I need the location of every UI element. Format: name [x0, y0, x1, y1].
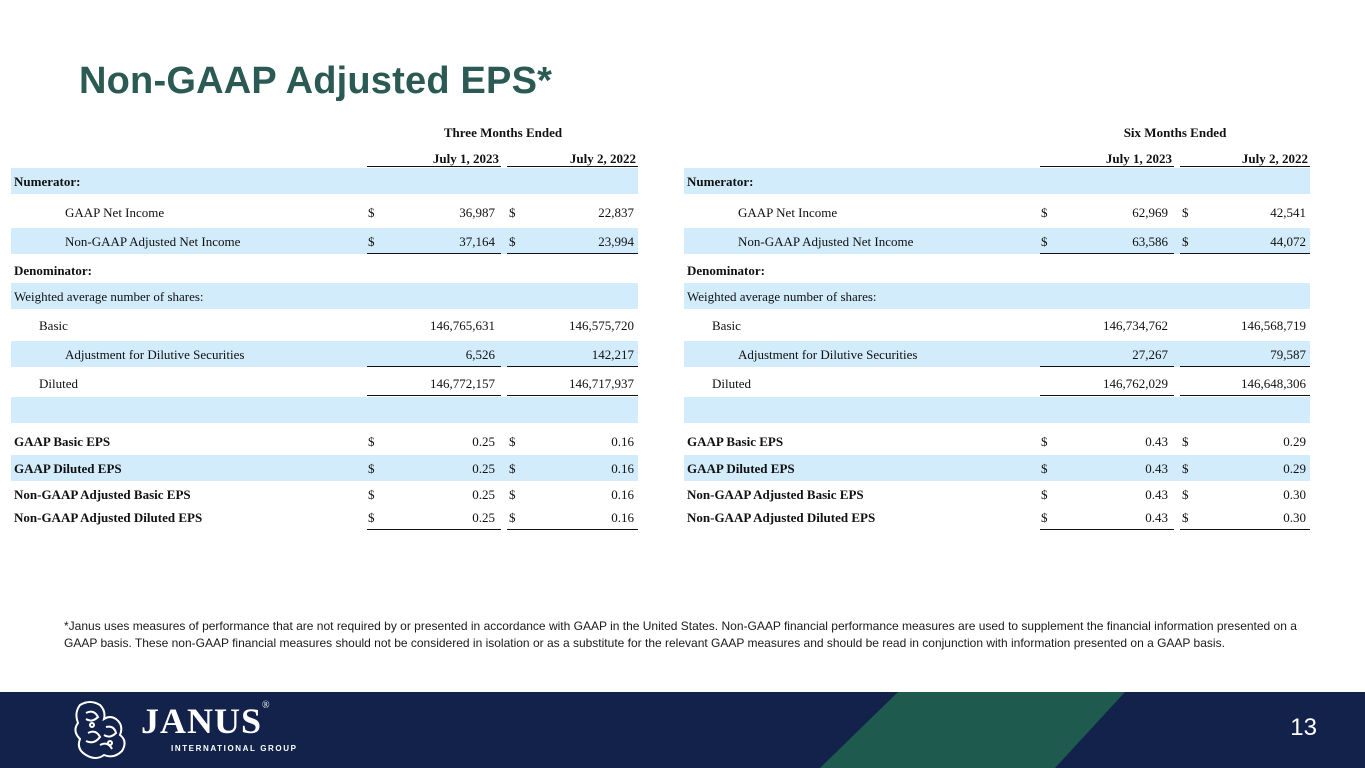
currency-symbol: $	[1182, 205, 1189, 220]
table-row	[684, 168, 1310, 194]
currency-symbol: $	[509, 487, 516, 502]
value-cell: 0.25	[472, 487, 495, 502]
table-row	[684, 341, 1310, 367]
row-label: GAAP Basic EPS	[687, 434, 784, 449]
period-header: Six Months Ended	[1123, 125, 1227, 140]
row-label: Denominator:	[687, 263, 765, 278]
table-row	[11, 455, 638, 481]
value-cell: 63,586	[1132, 234, 1168, 249]
value-cell: 23,994	[598, 234, 634, 249]
value-cell: 0.30	[1283, 510, 1306, 525]
total-underline	[367, 366, 501, 367]
row-label: Basic	[39, 318, 68, 333]
currency-symbol: $	[1041, 510, 1048, 525]
currency-symbol: $	[509, 510, 516, 525]
currency-symbol: $	[1041, 234, 1048, 249]
currency-symbol: $	[1182, 510, 1189, 525]
value-cell: 42,541	[1270, 205, 1306, 220]
currency-symbol: $	[368, 461, 375, 476]
table-row	[11, 168, 638, 194]
row-label: Diluted	[39, 376, 78, 391]
row-label: Non-GAAP Adjusted Net Income	[738, 234, 914, 249]
total-underline	[507, 395, 638, 396]
total-underline	[1040, 366, 1174, 367]
value-cell: 146,717,937	[569, 376, 634, 391]
row-label: Non-GAAP Adjusted Basic EPS	[687, 487, 864, 502]
table-row	[684, 257, 1310, 283]
value-cell: 142,217	[591, 347, 634, 362]
table-row	[11, 228, 638, 254]
currency-symbol: $	[368, 234, 375, 249]
value-cell: 0.43	[1145, 434, 1168, 449]
value-cell: 0.29	[1283, 461, 1306, 476]
currency-symbol: $	[368, 434, 375, 449]
row-label: GAAP Diluted EPS	[14, 461, 122, 476]
currency-symbol: $	[1041, 461, 1048, 476]
footer-bar	[0, 692, 1365, 768]
row-label: Weighted average number of shares:	[687, 289, 877, 304]
page-title: Non-GAAP Adjusted EPS*	[79, 60, 553, 102]
value-cell: 0.30	[1283, 487, 1306, 502]
row-label: Basic	[712, 318, 741, 333]
currency-symbol: $	[368, 510, 375, 525]
page-number: 13	[1290, 714, 1317, 741]
value-cell: 0.16	[611, 510, 634, 525]
column-header: July 1, 2023	[367, 151, 501, 167]
column-header: July 2, 2022	[1180, 151, 1310, 167]
value-cell: 0.25	[472, 510, 495, 525]
currency-symbol: $	[1041, 434, 1048, 449]
total-underline	[1180, 366, 1310, 367]
column-header: July 2, 2022	[507, 151, 638, 167]
total-underline	[367, 253, 501, 254]
footnote: *Janus uses measures of performance that are not required by or presented in accordance with GAAP in the United States. Non-GAAP financial performance measures are used to supplement the financial information presented on a GAAP basis. These non-GAAP financial measures should not be considered in isolation or as a substitute for the relevant GAAP measures and should be read in conjunction with information presented on a GAAP basis.	[64, 619, 1297, 650]
table-row	[11, 397, 638, 423]
table-row	[11, 312, 638, 338]
total-underline	[1180, 395, 1310, 396]
brand-name: JANUS	[141, 701, 263, 741]
brand-subtitle: INTERNATIONAL GROUP	[171, 744, 298, 753]
row-label: Non-GAAP Adjusted Net Income	[65, 234, 241, 249]
value-cell: 22,837	[598, 205, 634, 220]
table-row	[684, 510, 1310, 536]
row-label: GAAP Diluted EPS	[687, 461, 795, 476]
currency-symbol: $	[1182, 487, 1189, 502]
table-row	[11, 510, 638, 536]
table-row	[684, 370, 1310, 396]
value-cell: 146,734,762	[1103, 318, 1168, 333]
table-row	[684, 199, 1310, 225]
total-underline	[1040, 253, 1174, 254]
currency-symbol: $	[509, 205, 516, 220]
row-label: GAAP Net Income	[65, 205, 165, 220]
value-cell: 37,164	[459, 234, 495, 249]
value-cell: 146,765,631	[430, 318, 495, 333]
total-underline	[367, 395, 501, 396]
table-row	[684, 312, 1310, 338]
table-row	[684, 228, 1310, 254]
total-underline	[1180, 529, 1310, 530]
total-underline	[507, 366, 638, 367]
row-label: Adjustment for Dilutive Securities	[65, 347, 245, 362]
value-cell: 146,648,306	[1241, 376, 1306, 391]
value-cell: 146,568,719	[1241, 318, 1306, 333]
currency-symbol: $	[509, 234, 516, 249]
total-underline	[1040, 395, 1174, 396]
currency-symbol: $	[509, 461, 516, 476]
table-row	[684, 455, 1310, 481]
row-label: Non-GAAP Adjusted Diluted EPS	[687, 510, 876, 525]
row-label: Non-GAAP Adjusted Diluted EPS	[14, 510, 203, 525]
total-underline	[1180, 253, 1310, 254]
table-row	[684, 283, 1310, 309]
value-cell: 0.25	[472, 434, 495, 449]
row-label: Numerator:	[14, 174, 81, 189]
currency-symbol: $	[509, 434, 516, 449]
value-cell: 146,575,720	[569, 318, 634, 333]
value-cell: 0.29	[1283, 434, 1306, 449]
total-underline	[507, 253, 638, 254]
currency-symbol: $	[1041, 487, 1048, 502]
row-label: Adjustment for Dilutive Securities	[738, 347, 918, 362]
total-underline	[1040, 529, 1174, 530]
table-row	[11, 257, 638, 283]
row-label: Denominator:	[14, 263, 92, 278]
total-underline	[367, 529, 501, 530]
table-row	[11, 199, 638, 225]
currency-symbol: $	[1182, 234, 1189, 249]
value-cell: 0.16	[611, 434, 634, 449]
value-cell: 44,072	[1270, 234, 1306, 249]
row-label: Diluted	[712, 376, 751, 391]
value-cell: 0.43	[1145, 461, 1168, 476]
value-cell: 27,267	[1132, 347, 1168, 362]
row-label: Numerator:	[687, 174, 754, 189]
currency-symbol: $	[1041, 205, 1048, 220]
table-row	[11, 283, 638, 309]
value-cell: 146,762,029	[1103, 376, 1168, 391]
period-header: Three Months Ended	[443, 125, 563, 140]
table-row	[11, 341, 638, 367]
value-cell: 79,587	[1270, 347, 1306, 362]
value-cell: 62,969	[1132, 205, 1168, 220]
row-label: Weighted average number of shares:	[14, 289, 204, 304]
table-row	[11, 370, 638, 396]
currency-symbol: $	[1182, 434, 1189, 449]
value-cell: 146,772,157	[430, 376, 495, 391]
value-cell: 0.43	[1145, 487, 1168, 502]
value-cell: 6,526	[465, 347, 495, 362]
column-header: July 1, 2023	[1040, 151, 1174, 167]
currency-symbol: $	[368, 205, 375, 220]
value-cell: 0.16	[611, 461, 634, 476]
table-row	[684, 428, 1310, 454]
value-cell: 0.16	[611, 487, 634, 502]
table-row	[11, 428, 638, 454]
currency-symbol: $	[368, 487, 375, 502]
row-label: GAAP Basic EPS	[14, 434, 111, 449]
value-cell: 0.43	[1145, 510, 1168, 525]
total-underline	[507, 529, 638, 530]
value-cell: 36,987	[459, 205, 495, 220]
brand-registered: ®	[262, 700, 270, 711]
currency-symbol: $	[1182, 461, 1189, 476]
row-label: GAAP Net Income	[738, 205, 838, 220]
brand-logo	[141, 700, 298, 753]
janus-logo-icon	[70, 697, 136, 763]
table-row	[684, 397, 1310, 423]
row-label: Non-GAAP Adjusted Basic EPS	[14, 487, 191, 502]
value-cell: 0.25	[472, 461, 495, 476]
